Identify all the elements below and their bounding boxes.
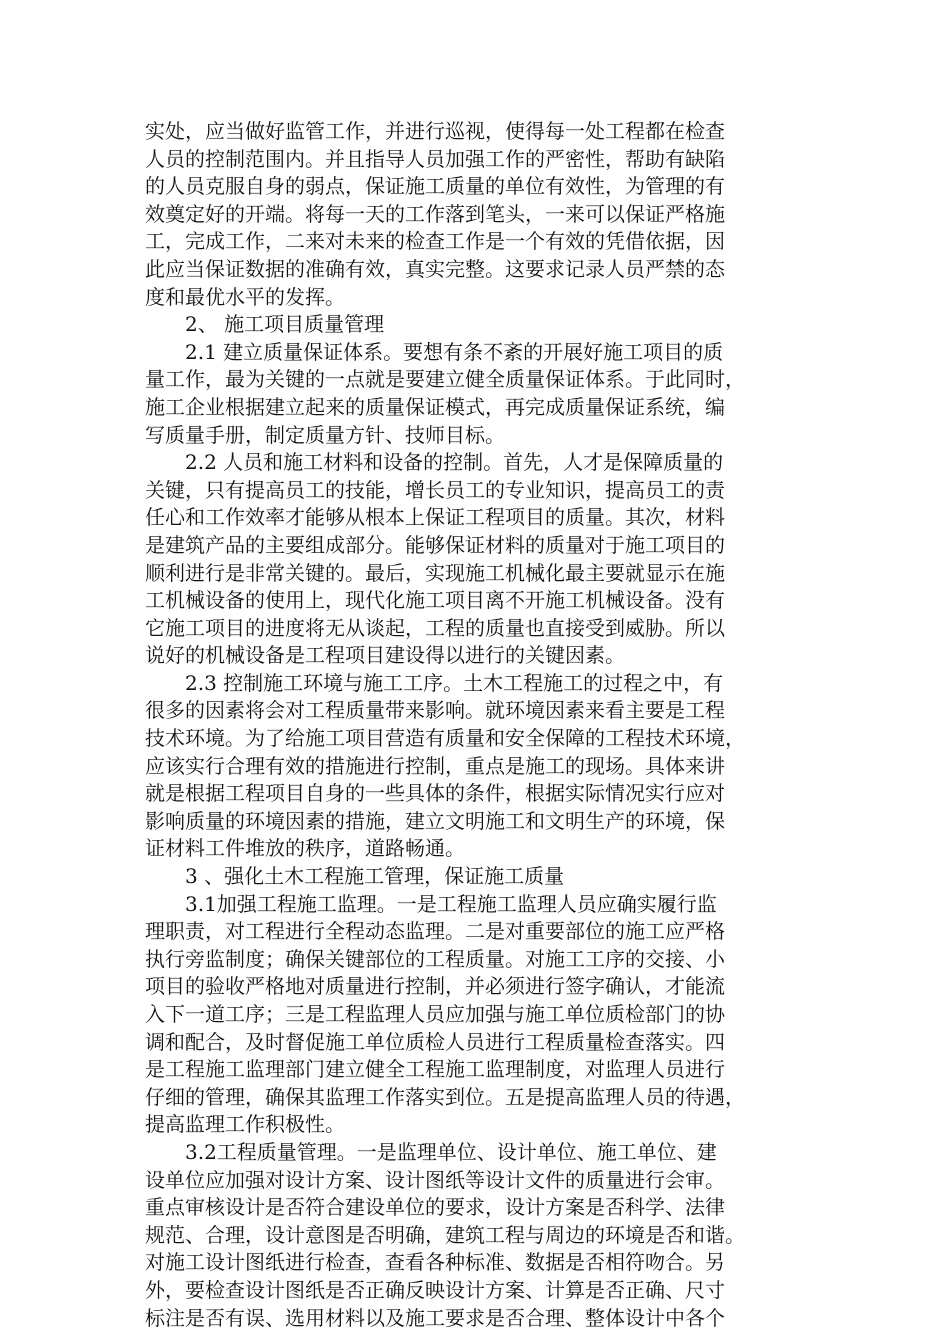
text-line: 的人员克服自身的弱点，保证施工质量的单位有效性，为管理的有: [145, 174, 725, 199]
text-line: 就是根据工程项目自身的一些具体的条件，根据实际情况实行应对: [145, 781, 725, 806]
text-line: 工机械设备的使用上，现代化施工项目离不开施工机械设备。没有: [145, 588, 725, 613]
text-line: 外，要检查设计图纸是否正确反映设计方案、计算是否正确、尺寸: [145, 1277, 725, 1302]
paragraph-start-line: 2.3 控制施工环境与施工工序。土木工程施工的过程之中，有: [185, 670, 724, 695]
text-line: 效奠定好的开端。将每一天的工作落到笔头，一来可以保证严格施: [145, 201, 725, 226]
text-line: 任心和工作效率才能够从根本上保证工程项目的质量。其次，材料: [145, 505, 725, 530]
document-body: [145, 118, 810, 1332]
text-line: 人员的控制范围内。并且指导人员加强工作的严密性，帮助有缺陷: [145, 146, 725, 171]
text-line: 标注是否有误、选用材料以及施工要求是否合理、整体设计中各个: [145, 1305, 725, 1330]
text-line: 工，完成工作，二来对未来的检查工作是一个有效的凭借依据，因: [145, 229, 725, 254]
text-line: 技术环境。为了给施工项目营造有质量和安全保障的工程技术环境，: [145, 726, 745, 751]
text-line: 执行旁监制度；确保关键部位的工程质量。对施工工序的交接、小: [145, 946, 725, 971]
text-line: 是工程施工监理部门建立健全工程施工监理制度，对监理人员进行: [145, 1057, 725, 1082]
text-line: 施工企业根据建立起来的质量保证模式，再完成质量保证系统，编: [145, 394, 725, 419]
text-line: 是建筑产品的主要组成部分。能够保证材料的质量对于施工项目的: [145, 532, 725, 557]
text-line: 入下一道工序；三是工程监理人员应加强与施工单位质检部门的协: [145, 1002, 725, 1026]
paragraph-start-line: 3 、强化土木工程施工管理，保证施工质量: [185, 864, 565, 889]
text-line: 对施工设计图纸进行检查，查看各种标准、数据是否相符吻合。另: [145, 1250, 725, 1275]
text-line: 提高监理工作积极性。: [145, 1112, 345, 1137]
text-line: 证材料工件堆放的秩序，道路畅通。: [145, 836, 465, 861]
text-line: 量工作，最为关键的一点就是要建立健全质量保证体系。于此同时，: [145, 367, 745, 392]
paragraph-start-line: 3.2工程质量管理。一是监理单位、设计单位、施工单位、建: [185, 1139, 717, 1164]
paragraph-start-line: 2.1 建立质量保证体系。要想有条不紊的开展好施工项目的质: [185, 339, 724, 364]
text-line: 规范、合理，设计意图是否明确，建筑工程与周边的环境是否和谐。: [145, 1222, 745, 1247]
text-line: 应该实行合理有效的措施进行控制，重点是施工的现场。具体来讲: [145, 753, 725, 778]
text-line: 它施工项目的进度将无从谈起，工程的质量也直接受到威胁。所以: [145, 615, 725, 640]
text-line: 项目的验收严格地对质量进行控制，并必须进行签字确认，才能流: [145, 974, 725, 999]
text-line: 设单位应加强对设计方案、设计图纸等设计文件的质量进行会审。: [145, 1167, 725, 1192]
text-line: 理职责，对工程进行全程动态监理。二是对重要部位的施工应严格: [145, 919, 725, 944]
text-line: 调和配合，及时督促施工单位质检人员进行工程质量检查落实。四: [145, 1029, 725, 1054]
text-line: 关键，只有提高员工的技能，增长员工的专业知识，提高员工的责: [145, 477, 725, 502]
paragraph-start-line: 2、 施工项目质量管理: [185, 312, 385, 337]
text-line: 重点审核设计是否符合建设单位的要求，设计方案是否科学、法律: [145, 1195, 725, 1220]
paragraph-start-line: 2.2 人员和施工材料和设备的控制。首先，人才是保障质量的: [185, 450, 724, 475]
text-line: 写质量手册，制定质量方针、技师目标。: [145, 422, 505, 447]
text-line: 实处，应当做好监管工作，并进行巡视，使得每一处工程都在检查: [145, 119, 725, 143]
text-line: 度和最优水平的发挥。: [145, 284, 345, 309]
text-line: 很多的因素将会对工程质量带来影响。就环境因素来看主要是工程: [145, 698, 725, 723]
text-line: 影响质量的环境因素的措施，建立文明施工和文明生产的环境，保: [145, 808, 725, 833]
text-line: 顺利进行是非常关键的。最后，实现施工机械化最主要就显示在施: [145, 560, 725, 585]
text-line: 说好的机械设备是工程项目建设得以进行的关键因素。: [145, 643, 625, 668]
text-line: 此应当保证数据的准确有效，真实完整。这要求记录人员严禁的态: [145, 256, 725, 281]
paragraph-start-line: 3.1加强工程施工监理。一是工程施工监理人员应确实履行监: [185, 891, 717, 916]
text-line: 仔细的管理，确保其监理工作落实到位。五是提高监理人员的待遇，: [145, 1084, 745, 1109]
